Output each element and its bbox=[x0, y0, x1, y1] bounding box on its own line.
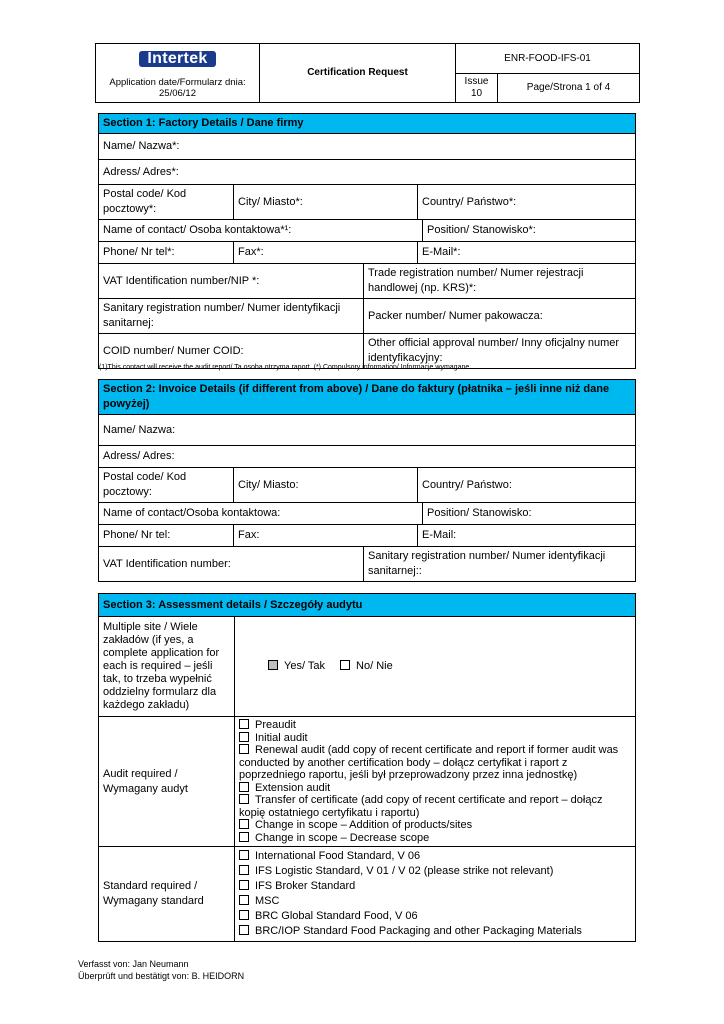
factory-fax-field[interactable]: Fax*: bbox=[234, 242, 418, 264]
standard-checkbox[interactable] bbox=[239, 910, 249, 920]
invoice-email-field[interactable]: E-Mail: bbox=[418, 525, 636, 547]
factory-contact-field[interactable]: Name of contact/ Osoba kontaktowa*¹: bbox=[99, 220, 423, 242]
audit-checkbox[interactable] bbox=[239, 832, 249, 842]
standard-option-label: IFS Logistic Standard, V 01 / V 02 (please strike not relevant) bbox=[255, 865, 554, 877]
page-number: Page/Strona 1 of 4 bbox=[498, 74, 640, 103]
logo-cell bbox=[96, 44, 260, 74]
audit-checkbox[interactable] bbox=[239, 794, 249, 804]
invoice-position-field[interactable]: Position/ Stanowisko: bbox=[423, 503, 636, 525]
audit-option bbox=[239, 819, 631, 832]
factory-other-approval-field[interactable]: Other official approval number/ Inny oficjalny numer identyfikacyjny: bbox=[364, 334, 636, 369]
audit-option-label: Change in scope – Decrease scope bbox=[255, 831, 430, 844]
standard-checkbox[interactable] bbox=[239, 895, 249, 905]
section-3-table bbox=[98, 593, 636, 942]
invoice-name-field[interactable]: Name/ Nazwa: bbox=[99, 415, 636, 446]
audit-option bbox=[239, 832, 631, 845]
footer-author: Verfasst von: Jan Neumann bbox=[78, 959, 189, 969]
audit-checkbox[interactable] bbox=[239, 819, 249, 829]
invoice-vat-field[interactable]: VAT Identification number: bbox=[99, 547, 364, 582]
standard-option-label: MSC bbox=[255, 895, 280, 907]
audit-checkbox[interactable] bbox=[239, 732, 249, 742]
factory-position-field[interactable]: Position/ Stanowisko*: bbox=[423, 220, 636, 242]
footer-checked: Überprüft und bestätigt von: B. HEIDORN bbox=[78, 971, 245, 981]
factory-vat-field[interactable]: VAT Identification number/NIP *: bbox=[99, 264, 364, 299]
factory-phone-field[interactable]: Phone/ Nr tel*: bbox=[99, 242, 234, 264]
issue-number: Issue 10 bbox=[456, 74, 498, 103]
audit-option bbox=[239, 744, 631, 782]
multiple-site-options bbox=[235, 617, 636, 717]
audit-option-label: Extension audit bbox=[255, 781, 331, 794]
standard-checkbox[interactable] bbox=[239, 865, 249, 875]
audit-option-label: Preaudit bbox=[255, 719, 296, 731]
standard-checkbox[interactable] bbox=[239, 880, 249, 890]
factory-address-field[interactable]: Adress/ Adres*: bbox=[99, 160, 636, 185]
audit-option-label: Initial audit bbox=[255, 731, 308, 744]
standard-options bbox=[235, 847, 636, 942]
application-date-label: Application date/Formularz dnia: bbox=[109, 76, 246, 88]
intertek-logo: Intertek bbox=[139, 51, 215, 67]
invoice-address-field[interactable]: Adress/ Adres: bbox=[99, 446, 636, 468]
audit-checkbox[interactable] bbox=[239, 719, 249, 729]
application-date-value: 25/06/12 bbox=[159, 87, 196, 99]
standard-option bbox=[239, 894, 631, 909]
factory-sanitary-field[interactable]: Sanitary registration number/ Numer identyfikacji sanitarnej: bbox=[99, 299, 364, 334]
audit-option-label: Transfer of certificate (add copy of recent certificate and report – dołącz kopię ostatniego certyfikatu i raportu) bbox=[239, 794, 603, 819]
standard-option bbox=[239, 909, 631, 924]
audit-checkbox[interactable] bbox=[239, 744, 249, 754]
header-table bbox=[95, 43, 640, 103]
no-label: No/ Nie bbox=[356, 660, 393, 672]
invoice-city-field[interactable]: City/ Miasto: bbox=[234, 468, 418, 503]
standard-checkbox[interactable] bbox=[239, 925, 249, 935]
audit-option bbox=[239, 719, 631, 732]
factory-trade-registration-field[interactable]: Trade registration number/ Numer rejestracji handlowej (np. KRS)*: bbox=[364, 264, 636, 299]
factory-email-field[interactable]: E-Mail*: bbox=[418, 242, 636, 264]
application-date bbox=[96, 74, 260, 103]
section-1-title: Section 1: Factory Details / Dane firmy bbox=[99, 114, 636, 134]
yes-label: Yes/ Tak bbox=[284, 660, 325, 672]
factory-packer-field[interactable]: Packer number/ Numer pakowacza: bbox=[364, 299, 636, 334]
standard-checkbox[interactable] bbox=[239, 850, 249, 860]
document-code: ENR-FOOD-IFS-01 bbox=[456, 44, 640, 74]
invoice-fax-field[interactable]: Fax: bbox=[234, 525, 418, 547]
audit-option bbox=[239, 732, 631, 745]
yes-checkbox[interactable] bbox=[268, 660, 278, 670]
factory-name-field[interactable]: Name/ Nazwa*: bbox=[99, 134, 636, 160]
invoice-contact-field[interactable]: Name of contact/Osoba kontaktowa: bbox=[99, 503, 423, 525]
multiple-site-label: Multiple site / Wiele zakładów (if yes, a complete application for each is required – jeśli tak, to trzeba wypełnić oddzielny formularz dla każdego zakładu) bbox=[99, 617, 235, 717]
standard-option bbox=[239, 879, 631, 894]
audit-options bbox=[235, 717, 636, 847]
standard-option bbox=[239, 924, 631, 939]
standard-option-label: BRC/IOP Standard Food Packaging and other Packaging Materials bbox=[255, 925, 582, 937]
section-1-footnote: (1)This contact will receive the audit report/ Ta osoba otrzyma raport. (*) Compulsory information/ Informacje wymagane. bbox=[99, 364, 472, 371]
audit-option bbox=[239, 794, 631, 819]
factory-country-field[interactable]: Country/ Państwo*: bbox=[418, 185, 636, 220]
audit-option-label: Renewal audit (add copy of recent certificate and report if former audit was conducted by another certification body – dołącz certyfikat i raport z poprzedniego raportu, jeśli był przeprowadzony przez inna jednostkę) bbox=[239, 744, 619, 781]
standard-option-label: BRC Global Standard Food, V 06 bbox=[255, 910, 418, 922]
section-2-title: Section 2: Invoice Details (if different from above) / Dane do faktury (płatnika – jeśli inne niż dane powyżej) bbox=[99, 380, 636, 415]
section-2-table bbox=[98, 379, 636, 582]
factory-coid-field[interactable]: COID number/ Numer COID: bbox=[99, 334, 364, 369]
invoice-sanitary-field[interactable]: Sanitary registration number/ Numer identyfikacji sanitarnej:: bbox=[364, 547, 636, 582]
audit-option-label: Change in scope – Addition of products/sites bbox=[255, 819, 473, 831]
factory-city-field[interactable]: City/ Miasto*: bbox=[234, 185, 418, 220]
standard-required-label: Standard required / Wymagany standard bbox=[99, 847, 235, 942]
standard-option bbox=[239, 864, 631, 879]
factory-postal-field[interactable]: Postal code/ Kod pocztowy*: bbox=[99, 185, 234, 220]
audit-required-label: Audit required / Wymagany audyt bbox=[99, 717, 235, 847]
invoice-country-field[interactable]: Country/ Państwo: bbox=[418, 468, 636, 503]
no-checkbox[interactable] bbox=[340, 660, 350, 670]
audit-option bbox=[239, 782, 631, 795]
audit-checkbox[interactable] bbox=[239, 782, 249, 792]
document-title: Certification Request bbox=[260, 44, 456, 103]
standard-option-label: International Food Standard, V 06 bbox=[255, 850, 421, 862]
standard-option bbox=[239, 849, 631, 864]
section-3-title: Section 3: Assessment details / Szczegóły audytu bbox=[99, 594, 636, 617]
invoice-phone-field[interactable]: Phone/ Nr tel: bbox=[99, 525, 234, 547]
standard-option-label: IFS Broker Standard bbox=[255, 880, 356, 892]
invoice-postal-field[interactable]: Postal code/ Kod pocztowy: bbox=[99, 468, 234, 503]
section-1-table bbox=[98, 113, 636, 369]
footer bbox=[78, 958, 244, 982]
